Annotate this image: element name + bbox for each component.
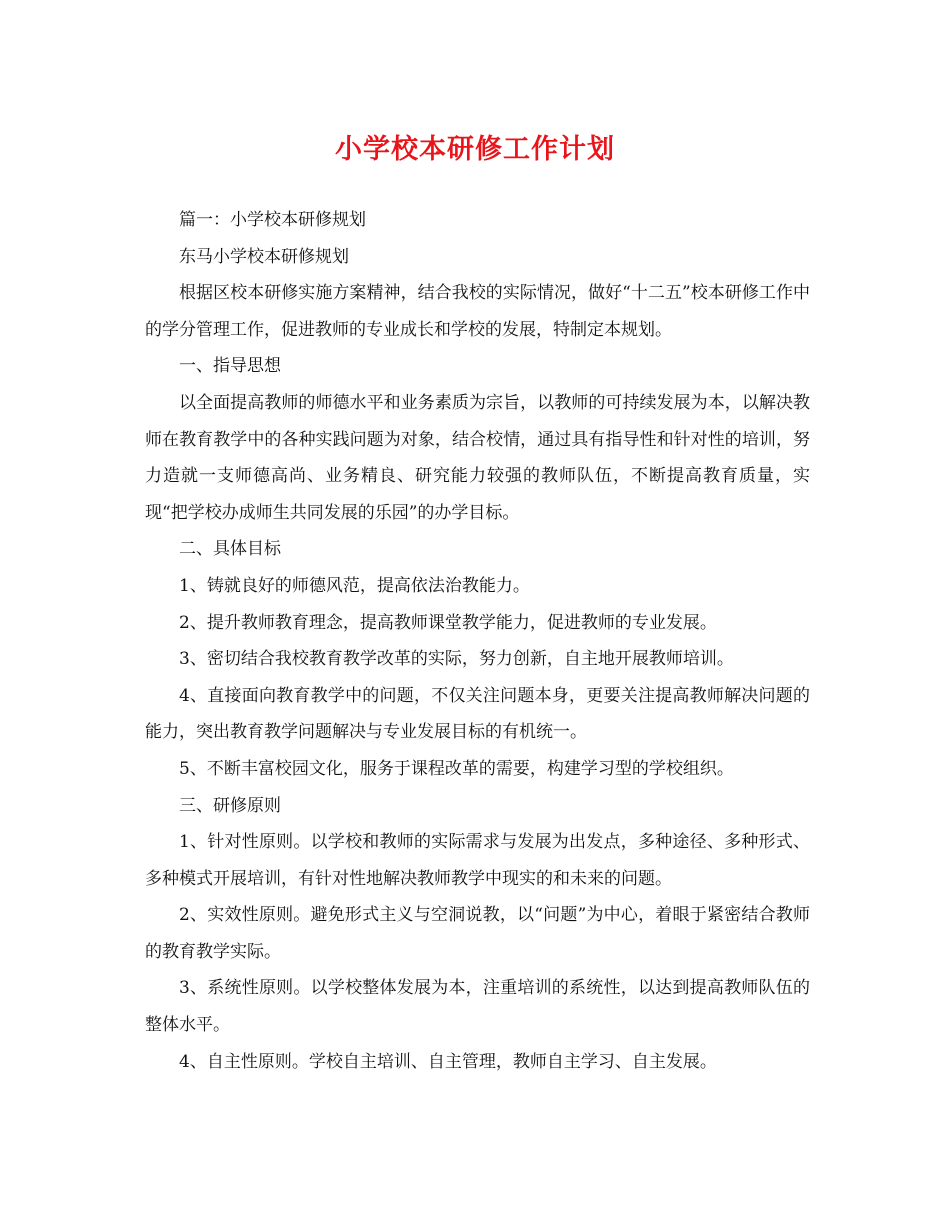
- list-item: 2、提升教师教育理念，提高教师课堂教学能力，促进教师的专业发展。: [179, 612, 717, 633]
- paragraph: 以全面提高教师的师德水平和业务素质为宗旨，以教师的可持续发展为本，以解决教师在教育教学中的各种实践问题为对象，结合校情，通过具有指导性和针对性的培训，努力造就一支师德高尚、业务精良、研究能力较强的教师队伍，不断提高教育质量，实现“把学校办成师生共同发展的乐园”的办学目标。: [145, 392, 810, 523]
- list-item: 4、直接面向教育教学中的问题，不仅关注问题本身，更要关注提高教师解决问题的能力，突出教育教学问题解决与专业发展目标的有机统一。: [145, 685, 810, 743]
- document-title: 小学校本研修工作计划: [335, 134, 615, 165]
- list-item: 1、铸就良好的师德风范，提高依法治教能力。: [179, 575, 530, 596]
- list-item: 3、系统性原则。以学校整体发展为本，注重培训的系统性，以达到提高教师队伍的整体水平。: [145, 978, 810, 1036]
- list-item: 1、针对性原则。以学校和教师的实际需求与发展为出发点，多种途径、多种形式、多种模式开展培训，有针对性地解决教师教学中现实的和未来的问题。: [145, 832, 810, 889]
- section-heading: 一、指导思想: [179, 356, 281, 377]
- paragraph: 篇一：小学校本研修规划: [179, 210, 366, 230]
- list-item: 2、实效性原则。避免形式主义与空洞说教，以“问题”为中心，着眼于紧密结合教师的教育教学实际。: [145, 905, 810, 962]
- section-heading: 三、研修原则: [179, 795, 281, 816]
- list-item: 3、密切结合我校教育教学改革的实际，努力创新，自主地开展教师培训。: [179, 649, 734, 670]
- list-item: 5、不断丰富校园文化，服务于课程改革的需要，构建学习型的学校组织。: [179, 758, 734, 779]
- section-heading: 二、具体目标: [179, 539, 281, 560]
- paragraph: 东马小学校本研修规划: [179, 246, 349, 267]
- list-item: 4、自主性原则。学校自主培训、自主管理，教师自主学习、自主发展。: [179, 1051, 717, 1072]
- document-body: [145, 202, 810, 1080]
- paragraph: 根据区校本研修实施方案精神，结合我校的实际情况，做好“十二五”校本研修工作中的学分管理工作，促进教师的专业成长和学校的发展，特制定本规划。: [145, 283, 810, 340]
